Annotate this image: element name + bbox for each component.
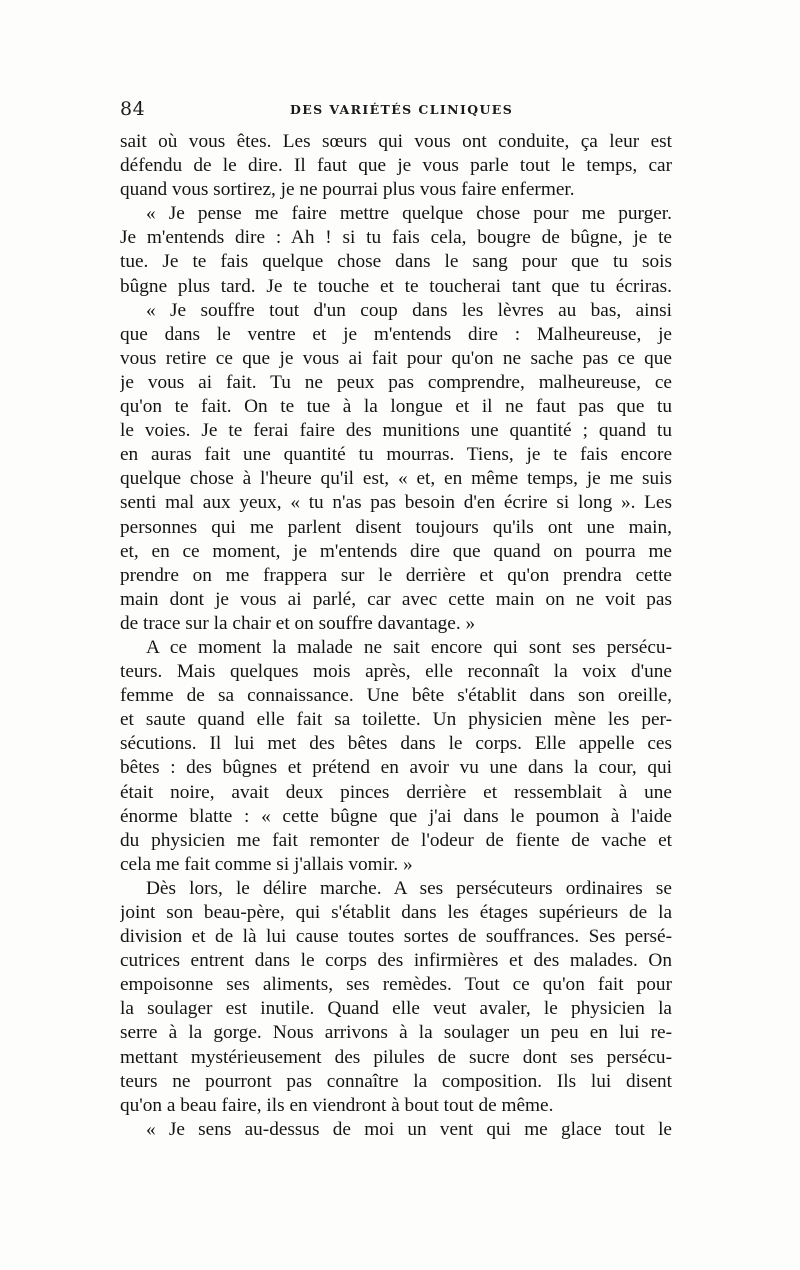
text-line: bûgne plus tard. Je te touche et te toucherai tant que tu écriras. (120, 275, 672, 297)
text-line: personnes qui me parlent disent toujours qu'ils ont une main, (120, 516, 672, 538)
text-line: qu'on te fait. On te tue à la longue et il ne faut pas que tu (120, 396, 672, 418)
text-line: joint son beau-père, qui s'établit dans les étages supérieurs de la (120, 902, 672, 923)
text-line: « Je sens au-dessus de moi un vent qui me glace tout le (146, 1118, 672, 1140)
text-line: femme de sa connaissance. Une bête s'établit dans son oreille, (120, 685, 672, 707)
text-line: prendre on me frappera sur le derrière et qu'on prendra cette (120, 564, 672, 586)
text-line: je vous ai fait. Tu ne peux pas comprendre, malheureuse, ce (120, 371, 672, 393)
text-line: qu'on a beau faire, ils en viendront à bout tout de même. (120, 1094, 554, 1116)
text-line: Je m'entends dire : Ah ! si tu fais cela, bougre de bûgne, je te (120, 227, 672, 249)
text-line: de trace sur la chair et on souffre davantage. » (120, 612, 476, 634)
text-line: sait où vous êtes. Les sœurs qui vous ont conduite, ça leur est (120, 131, 672, 152)
text-line: cela me fait comme si j'allais vomir. » (120, 853, 413, 875)
text-line: du physicien me fait remonter de l'odeur de fiente de vache et (120, 829, 672, 851)
page-number: 84 (120, 98, 146, 120)
text-line: division et de là lui cause toutes sortes de souffrances. Ses persé- (120, 926, 672, 948)
text-line: tue. Je te fais quelque chose dans le sang pour que tu sois (120, 251, 672, 273)
running-title: DES VARIÉTÉS CLINIQUES (290, 102, 514, 117)
text-line: main dont je vous ai parlé, car avec cette main on ne voit pas (120, 588, 672, 610)
text-line: sécutions. Il lui met des bêtes dans le corps. Elle appelle ces (120, 733, 672, 755)
body-text (120, 130, 672, 1142)
text-line: était noire, avait deux pinces derrière et ressemblait à une (120, 781, 672, 803)
text-line: teurs ne pourront pas connaître la composition. Ils lui disent (120, 1070, 672, 1092)
text-line: le voies. Je te ferai faire des munitions une quantité ; quand tu (120, 420, 672, 442)
text-line: cutrices entrent dans le corps des infirmières et des malades. On (120, 950, 672, 972)
text-line: que dans le ventre et je m'entends dire : Malheureuse, je (120, 323, 672, 345)
text-line: « Je souffre tout d'un coup dans les lèvres au bas, ainsi (146, 299, 672, 321)
text-line: la soulager est inutile. Quand elle veut avaler, le physicien la (120, 998, 672, 1020)
text-line: A ce moment la malade ne sait encore qui sont ses persécu- (146, 636, 672, 658)
page-header (120, 98, 672, 122)
text-line: Dès lors, le délire marche. A ses persécuteurs ordinaires se (146, 877, 672, 899)
text-line: serre à la gorge. Nous arrivons à la soulager un peu en lui re- (120, 1022, 672, 1044)
text-line: énorme blatte : « cette bûgne que j'ai dans le poumon à l'aide (120, 805, 672, 827)
text-line: défendu de le dire. Il faut que je vous parle tout le temps, car (120, 155, 672, 177)
text-line: vous retire ce que je vous ai fait pour qu'on ne sache pas ce que (120, 347, 672, 369)
text-line: mettant mystérieusement des pilules de sucre dont ses persécu- (120, 1046, 672, 1068)
text-line: quelque chose à l'heure qu'il est, « et, en même temps, je me suis (120, 468, 672, 490)
text-line: teurs. Mais quelques mois après, elle reconnaît la voix d'une (120, 661, 672, 683)
text-line: en auras fait une quantité tu mourras. Tiens, je te fais encore (120, 444, 672, 466)
text-line: bêtes : des bûgnes et prétend en avoir vu une dans la cour, qui (120, 757, 672, 779)
text-line: et saute quand elle fait sa toilette. Un physicien mène les per- (120, 709, 672, 731)
text-line: empoisonne ses aliments, ses remèdes. Tout ce qu'on fait pour (120, 974, 672, 996)
text-line: senti mal aux yeux, « tu n'as pas besoin d'en écrire si long ». Les (120, 492, 672, 514)
text-line: et, en ce moment, je m'entends dire que quand on pourra me (120, 540, 672, 562)
text-line: « Je pense me faire mettre quelque chose pour me purger. (146, 203, 672, 225)
text-line: quand vous sortirez, je ne pourrai plus vous faire enfermer. (120, 179, 575, 201)
